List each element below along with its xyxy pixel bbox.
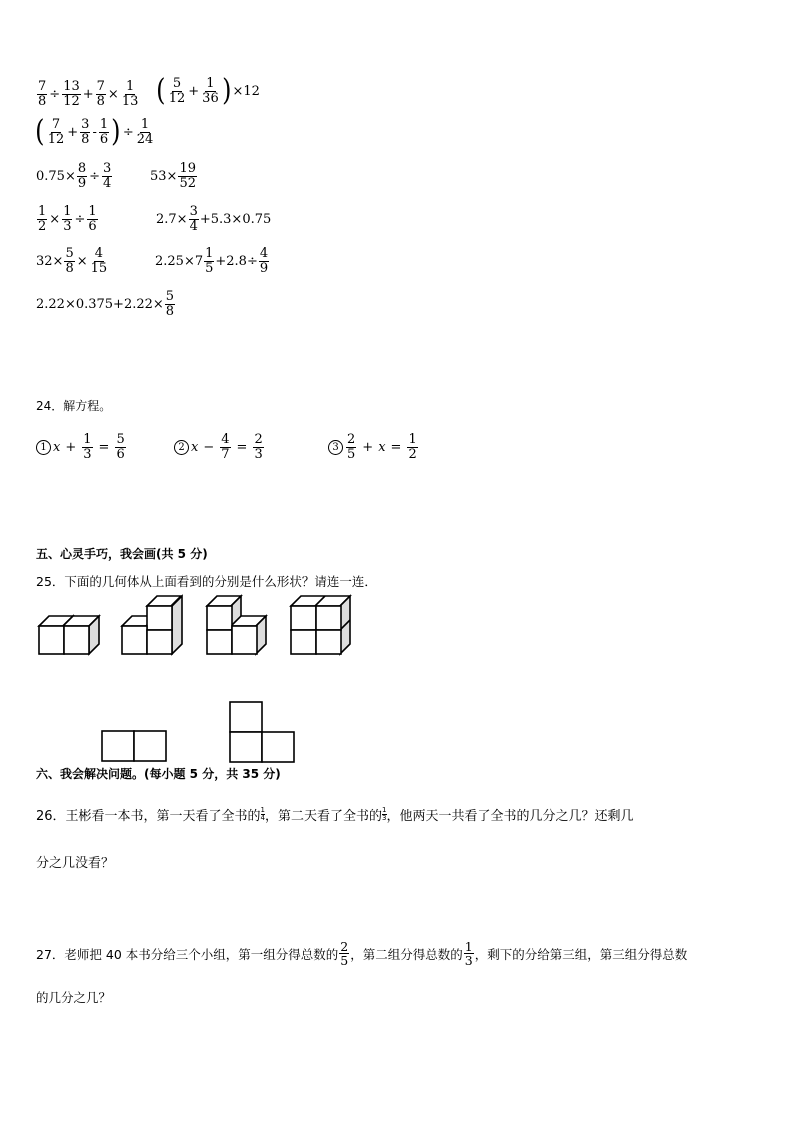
- calc-row-1a: $\frac{7}{8}$ ÷ $\frac{13}{12}$ + $\frac{7}{8}$ × $\frac{1}{13}$: [38, 79, 139, 109]
- fraction: $\frac{1}{3}$: [63, 204, 72, 234]
- calc-row-5a: 32× $\frac{5}{8}$ × $\frac{4}{15}$: [36, 246, 108, 276]
- fraction: $\frac{8}{9}$: [77, 161, 87, 191]
- fraction: $\frac{1}{3}$: [83, 432, 92, 462]
- calc-row-3b: 53× $\frac{19}{52}$: [150, 161, 196, 191]
- circled-number-1: 1: [36, 440, 51, 455]
- calc-row-1b: ( $\frac{5}{12}$ + $\frac{1}{36}$ ) ×12: [156, 73, 260, 108]
- solid-figure-3: [206, 596, 270, 658]
- fraction: $\frac{4}{15}$: [90, 246, 108, 276]
- solid-figure-4: [290, 596, 354, 658]
- fraction: $\frac{7}{12}$: [47, 116, 65, 147]
- section-6-heading: 六、我会解决问题。(每小题 5 分，共 35 分): [36, 767, 281, 781]
- calc-row-5b: 2.25×7 $\frac{1}{5}$ +2.8÷ $\frac{4}{9}$: [155, 246, 269, 276]
- fraction: $\frac{5}{12}$: [168, 75, 186, 106]
- question-24-title: 24．解方程。: [36, 399, 112, 413]
- calc-row-6: 2.22×0.375+2.22× $\frac{5}{8}$: [36, 289, 175, 319]
- fraction: $\frac{4}{9}$: [259, 246, 269, 276]
- fraction: $\frac{5}{6}$: [116, 432, 125, 462]
- fraction: $\frac{1}{5}$: [205, 246, 214, 276]
- fraction: $\frac{3}{8}$: [81, 116, 90, 147]
- fraction: $\frac{1}{6}$: [88, 204, 97, 234]
- calc-row-4b: 2.7× $\frac{3}{4}$ +5.3×0.75: [156, 204, 272, 234]
- solid-figure-2: [121, 596, 185, 658]
- calc-row-4a: $\frac{1}{2}$ × $\frac{1}{3}$ ÷ $\frac{1}{6}$: [38, 204, 97, 234]
- fraction: $\frac{3}{4}$: [189, 204, 198, 234]
- fraction: $\frac{1}{2}$: [38, 204, 47, 234]
- fraction: 1 4: [260, 806, 266, 822]
- equation-1: 1 x + $\frac{1}{3}$ = $\frac{5}{6}$: [36, 433, 127, 461]
- fraction: $\frac{2}{5}$: [340, 939, 349, 969]
- fraction: $\frac{7}{8}$: [96, 79, 105, 109]
- equation-2: 2 x − $\frac{4}{7}$ = $\frac{2}{3}$: [174, 433, 265, 461]
- question-27-line-1: 27．老师把 40 本书分给三个小组，第一组分得总数的 $\frac{2}{5}$ ，第二组分得总数的 $\frac{1}{3}$ ，剩下的分给第三组，第三组分得总数: [36, 939, 688, 969]
- fraction: $\frac{2}{5}$: [347, 432, 356, 462]
- fraction: $\frac{1}{13}$: [121, 79, 139, 109]
- fraction: $\frac{5}{8}$: [165, 289, 175, 319]
- fraction: $\frac{2}{3}$: [254, 432, 263, 462]
- question-26-line-2: 分之几没看？: [36, 856, 115, 871]
- question-25-text: 25．下面的几何体从上面看到的分别是什么形状？请连一连．: [36, 574, 377, 589]
- section-5-heading: 五、心灵手巧，我会画(共 5 分): [36, 547, 208, 561]
- fraction: $\frac{1}{2}$: [408, 432, 417, 462]
- fraction: $\frac{13}{12}$: [63, 79, 80, 109]
- fraction: $\frac{19}{52}$: [179, 161, 196, 191]
- fraction: $\frac{3}{4}$: [103, 161, 112, 191]
- fraction: 1 3: [382, 806, 387, 822]
- circled-number-2: 2: [174, 440, 189, 455]
- top-view-shape-1[interactable]: [101, 730, 167, 764]
- fraction: $\frac{4}{7}$: [221, 432, 230, 462]
- calc-row-3a: 0.75× $\frac{8}{9}$ ÷ $\frac{3}{4}$: [36, 161, 112, 191]
- fraction: $\frac{5}{8}$: [65, 246, 74, 276]
- circled-number-3: 3: [328, 440, 343, 455]
- solid-figure-1: [38, 612, 102, 658]
- equation-3: 3 $\frac{2}{5}$ + x = $\frac{1}{2}$: [328, 433, 419, 461]
- fraction: $\frac{1}{6}$: [99, 116, 109, 147]
- question-27-line-2: 的几分之几？: [36, 990, 112, 1005]
- calc-row-2: ( $\frac{7}{12}$ + $\frac{3}{8}$ - $\frac{1}{6}$ ) ÷ $\frac{1}{24}$: [35, 114, 154, 149]
- fraction: $\frac{1}{24}$: [136, 116, 154, 147]
- fraction: $\frac{1}{36}$: [202, 75, 219, 106]
- fraction: $\frac{7}{8}$: [38, 79, 47, 109]
- top-view-shape-2[interactable]: [229, 701, 295, 765]
- fraction: $\frac{1}{3}$: [464, 939, 473, 969]
- question-26-line-1: 26．王彬看一本书，第一天看了全书的 1 4 ，第二天看了全书的 1 3 ，他两天一共看了全书的几分之几？还剩几: [36, 806, 634, 824]
